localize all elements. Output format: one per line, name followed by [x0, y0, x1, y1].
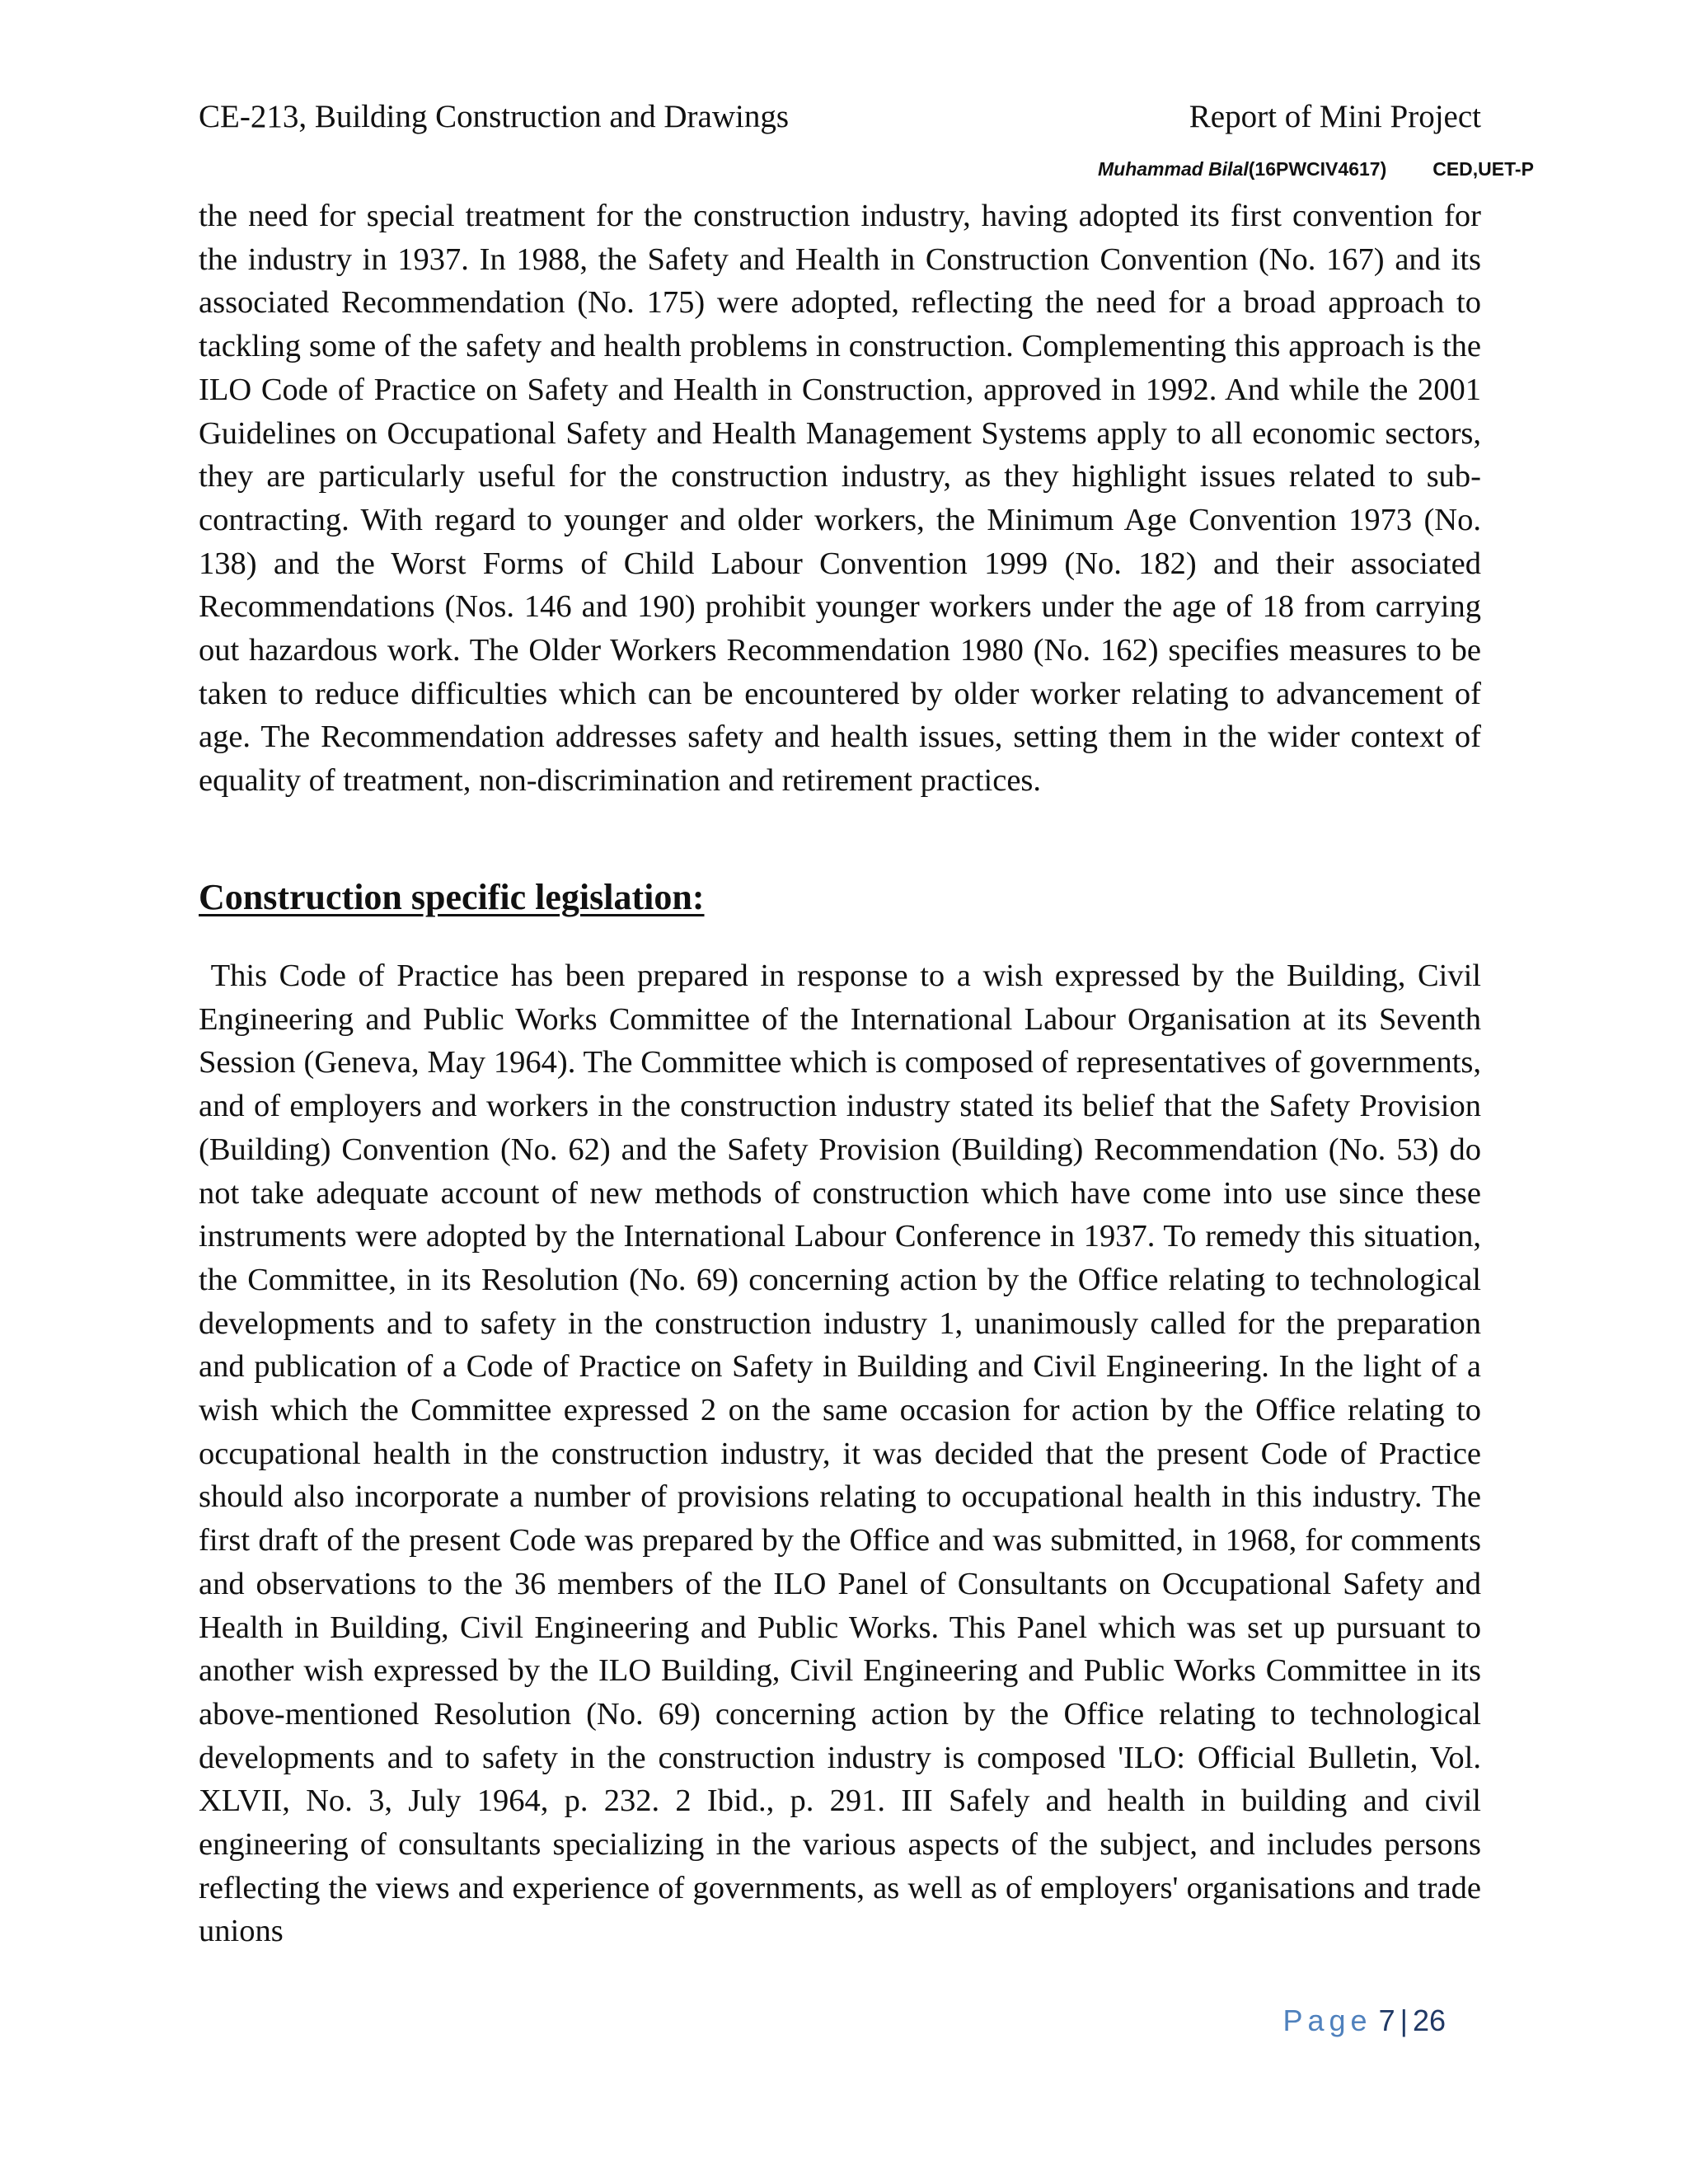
- page-label: Page: [1282, 2004, 1372, 2037]
- author-name: Muhammad Bilal: [1098, 158, 1249, 180]
- author-id: (16PWCIV4617): [1248, 158, 1387, 180]
- page-footer: [1282, 2003, 1446, 2039]
- report-title: Report of Mini Project: [1189, 99, 1481, 134]
- body-paragraph-2: This Code of Practice has been prepared in response to a wish expressed by the Building, Civil Engineering and Public Works Committee of the International Labour Organisation at its Seventh Session (Geneva, May 1964). The Committee which is composed of representatives of governments, and of employers and workers in the construction industry stated its belief that the Safety Provision (Building) Convention (No. 62) and the Safety Provision (Building) Recommendation (No. 53) do not take adequate account of new methods of construction which have come into use since these instruments were adopted by the International Labour Conference in 1937. To remedy this situation, the Committee, in its Resolution (No. 69) concerning action by the Office relating to technological developments and to safety in the construction industry 1, unanimously called for the preparation and publication of a Code of Practice on Safety in Building and Civil Engineering. In the light of a wish which the Committee expressed 2 on the same occasion for action by the Office relating to occupational health in the construction industry, it was decided that the present Code of Practice should also incorporate a number of provisions relating to occupational health in this industry. The first draft of the present Code was prepared by the Office and was submitted, in 1968, for comments and observations to the 36 members of the ILO Panel of Consultants on Occupational Safety and Health in Building, Civil Engineering and Public Works. This Panel which was set up pursuant to another wish expressed by the ILO Building, Civil Engineering and Public Works Committee in its above-mentioned Resolution (No. 69) concerning action by the Office relating to technological developments and to safety in the construction industry is composed 'ILO: Official Bulletin, Vol. XLVII, No. 3, July 1964, p. 232. 2 Ibid., p. 291. III Safely and health in building and civil engineering of consultants specializing in the various aspects of the subject, and includes persons reflecting the views and experience of governments, as well as of employers' organisations and trade unions: [199, 958, 1481, 1949]
- organization: CED,UET-P: [1432, 158, 1534, 180]
- author-line: [1098, 157, 1534, 181]
- page-separator: |: [1400, 2004, 1408, 2037]
- section-heading: Construction specific legislation:: [199, 877, 705, 917]
- page-total: 26: [1412, 2004, 1446, 2037]
- page-number: 7: [1378, 2004, 1395, 2037]
- course-title: CE-213, Building Construction and Drawings: [199, 99, 790, 134]
- body-paragraph-1: the need for special treatment for the construction industry, having adopted its first convention for the industry in 1937. In 1988, the Safety and Health in Construction Convention (No. 167) and its associated Recommendation (No. 175) were adopted, reflecting the need for a broad approach to tackling some of the safety and health problems in construction. Complementing this approach is the ILO Code of Practice on Safety and Health in Construction, approved in 1992. And while the 2001 Guidelines on Occupational Safety and Health Management Systems apply to all economic sectors, they are particularly useful for the construction industry, as they highlight issues related to sub-contracting. With regard to younger and older workers, the Minimum Age Convention 1973 (No. 138) and the Worst Forms of Child Labour Convention 1999 (No. 182) and their associated Recommendations (Nos. 146 and 190) prohibit younger workers under the age of 18 from carrying out hazardous work. The Older Workers Recommendation 1980 (No. 162) specifies measures to be taken to reduce difficulties which can be encountered by older worker relating to advancement of age. The Recommendation addresses safety and health issues, setting them in the wider context of equality of treatment, non-discrimination and retirement practices.: [199, 199, 1481, 799]
